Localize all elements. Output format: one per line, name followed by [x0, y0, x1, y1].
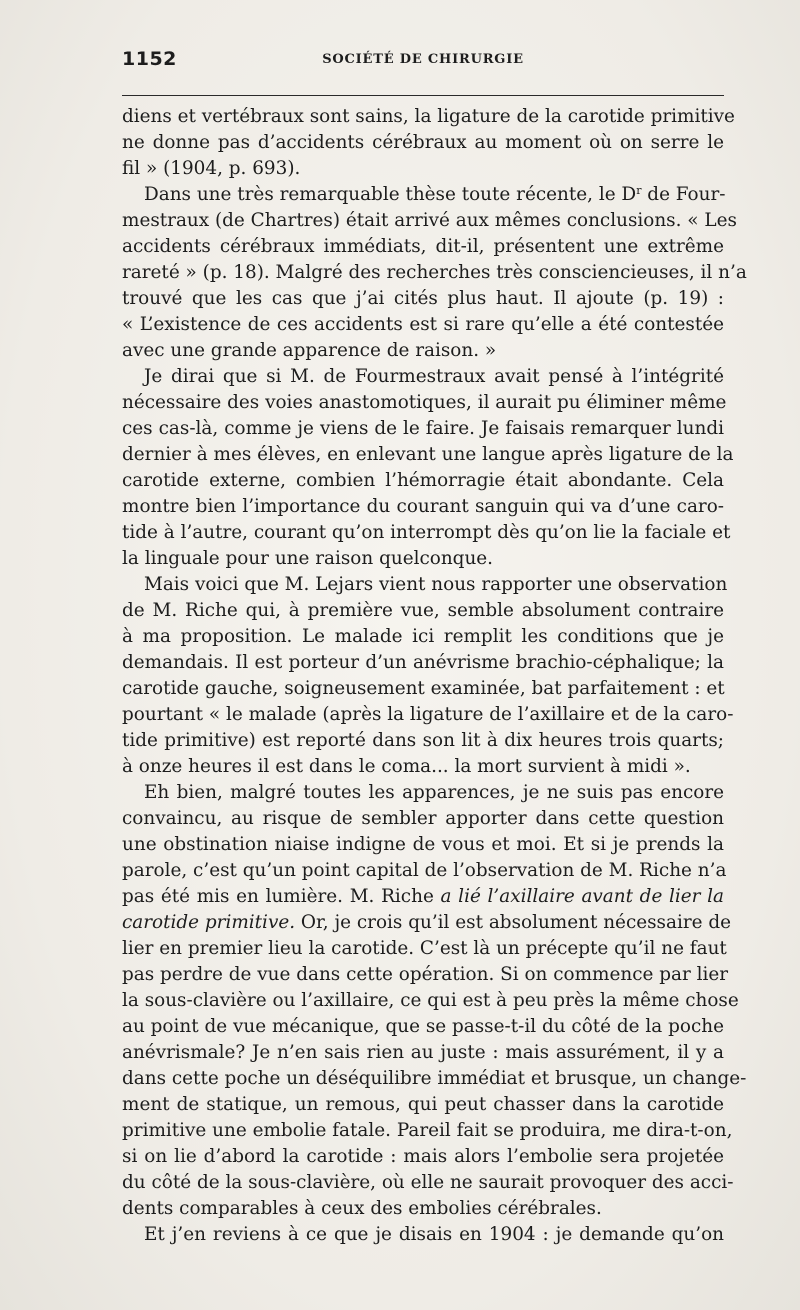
line-text: pourtant « le malade (après la ligature de l’axillaire et de la caro- — [122, 704, 734, 725]
line-text-tail: Or, je crois qu’il est absolument nécessaire de — [295, 912, 732, 933]
line-text: à ma proposition. Le malade ici remplit les conditions que je — [122, 626, 724, 647]
text-line — [122, 780, 724, 806]
text-line — [122, 182, 724, 208]
text-line — [122, 520, 731, 546]
text-line — [122, 910, 732, 936]
line-text: ces cas-là, comme je viens de le faire. Je faisais remarquer lundi — [122, 418, 724, 439]
text-line — [122, 390, 727, 416]
header-rule — [122, 95, 724, 96]
line-text: avec une grande apparence de raison. » — [122, 340, 497, 361]
line-text: Dans une très remarquable thèse toute récente, le D — [144, 184, 637, 205]
line-text: rareté » (p. 18). Malgré des recherches très consciencieuses, il n’a — [122, 262, 747, 283]
line-text: de M. Riche qui, à première vue, semble absolument contraire — [122, 600, 724, 621]
line-text: dents comparables à ceux des embolies cérébrales. — [122, 1198, 602, 1219]
text-line — [122, 832, 724, 858]
text-line — [122, 1118, 733, 1144]
text-line — [122, 884, 724, 910]
line-text: anévrismale? Je n’en sais rien au juste : mais assurément, il y a — [122, 1042, 724, 1063]
line-text: mestraux (de Chartres) était arrivé aux mêmes conclusions. « Les — [122, 210, 737, 231]
line-text: au point de vue mécanique, que se passe-t-il du côté de la poche — [122, 1016, 724, 1037]
text-line — [122, 468, 724, 494]
italic-text: carotide primitive. — [122, 912, 296, 933]
text-line — [122, 806, 724, 832]
text-line — [122, 364, 724, 390]
line-text: Et j’en reviens à ce que je disais en 1904 : je demande qu’on — [144, 1224, 724, 1245]
text-line — [122, 546, 724, 572]
line-text: parole, c’est qu’un point capital de l’observation de M. Riche n’a — [122, 860, 727, 881]
text-line — [122, 1170, 734, 1196]
text-line — [122, 650, 724, 676]
text-line — [122, 416, 724, 442]
text-line — [122, 936, 727, 962]
text-line — [122, 312, 724, 338]
line-text: trouvé que les cas que j’ai cités plus haut. Il ajoute (p. 19) : — [122, 288, 724, 309]
text-line — [122, 1066, 747, 1092]
text-line — [122, 754, 724, 780]
page-number: 1152 — [122, 48, 177, 70]
line-text: nécessaire des voies anastomotiques, il aurait pu éliminer même — [122, 392, 727, 413]
text-line — [122, 702, 734, 728]
line-text: à onze heures il est dans le coma... la mort survient à midi ». — [122, 756, 691, 777]
line-text: Je dirai que si M. de Fourmestraux avait pensé à l’intégrité — [144, 366, 724, 387]
line-text: une obstination niaise indigne de vous et moi. Et si je prends la — [122, 834, 724, 855]
line-text: montre bien l’importance du courant sanguin qui va d’une caro- — [122, 496, 724, 517]
line-text: lier en premier lieu la carotide. C’est là un précepte qu’il ne faut — [122, 938, 727, 959]
text-line — [122, 286, 724, 312]
page-header — [122, 48, 724, 78]
line-text: ne donne pas d’accidents cérébraux au moment où on serre le — [122, 132, 724, 153]
line-text: dans cette poche un déséquilibre immédiat et brusque, un change- — [122, 1068, 747, 1089]
line-text: primitive une embolie fatale. Pareil fait se produira, me dira-t-on, — [122, 1120, 733, 1141]
italic-text: a lié l’axillaire avant de lier la — [440, 886, 724, 907]
body-text — [122, 104, 747, 1248]
text-line — [122, 260, 747, 286]
line-text: « L’existence de ces accidents est si rare qu’elle a été contestée — [122, 314, 724, 335]
line-text: carotide gauche, soigneusement examinée, bat parfaitement : et — [122, 678, 725, 699]
text-line — [122, 676, 724, 702]
text-line — [122, 1144, 724, 1170]
text-line — [122, 494, 724, 520]
text-line — [122, 624, 724, 650]
line-text: du côté de la sous-clavière, où elle ne saurait provoquer des acci- — [122, 1172, 734, 1193]
line-text: diens et vertébraux sont sains, la ligature de la carotide primitive — [122, 106, 735, 127]
line-text: accidents cérébraux immédiats, dit-il, présentent une extrême — [122, 236, 724, 257]
text-line — [122, 104, 735, 130]
text-line — [122, 1014, 724, 1040]
text-line — [122, 962, 729, 988]
line-text: dernier à mes élèves, en enlevant une langue après ligature de la — [122, 444, 734, 465]
line-text-tail: de Four- — [641, 184, 726, 205]
line-text: fil » (1904, p. 693). — [122, 158, 301, 179]
line-text: ment de statique, un remous, qui peut chasser dans la carotide — [122, 1094, 724, 1115]
text-line — [122, 572, 728, 598]
line-text: pas perdre de vue dans cette opération. Si on commence par lier — [122, 964, 729, 985]
text-line — [122, 988, 739, 1014]
line-text: la linguale pour une raison quelconque. — [122, 548, 494, 569]
text-line — [122, 156, 724, 182]
superscript: r — [636, 184, 642, 197]
text-line — [122, 598, 724, 624]
line-text: tide primitive) est reporté dans son lit à dix heures trois quarts; — [122, 730, 724, 751]
line-text: Eh bien, malgré toutes les apparences, je ne suis pas encore — [144, 782, 724, 803]
line-text: convaincu, au risque de sembler apporter dans cette question — [122, 808, 724, 829]
text-line — [122, 234, 724, 260]
text-line — [122, 1092, 724, 1118]
line-text: pas été mis en lumière. M. Riche — [122, 886, 441, 907]
line-text: tide à l’autre, courant qu’on interrompt dès qu’on lie la faciale et — [122, 522, 731, 543]
line-text: carotide externe, combien l’hémorragie était abondante. Cela — [122, 470, 724, 491]
line-text: si on lie d’abord la carotide : mais alors l’embolie sera projetée — [122, 1146, 724, 1167]
line-text: demandais. Il est porteur d’un anévrisme brachio-céphalique; la — [122, 652, 724, 673]
running-head: SOCIÉTÉ DE CHIRURGIE — [322, 52, 524, 67]
line-text: la sous-clavière ou l’axillaire, ce qui est à peu près la même chose — [122, 990, 739, 1011]
text-line — [122, 338, 724, 364]
text-line — [122, 130, 724, 156]
text-line — [122, 1222, 724, 1248]
text-line — [122, 858, 727, 884]
text-line — [122, 442, 734, 468]
text-line — [122, 728, 724, 754]
text-line — [122, 1040, 724, 1066]
text-line — [122, 1196, 724, 1222]
text-line — [122, 208, 737, 234]
line-text: Mais voici que M. Lejars vient nous rapporter une observation — [144, 574, 728, 595]
